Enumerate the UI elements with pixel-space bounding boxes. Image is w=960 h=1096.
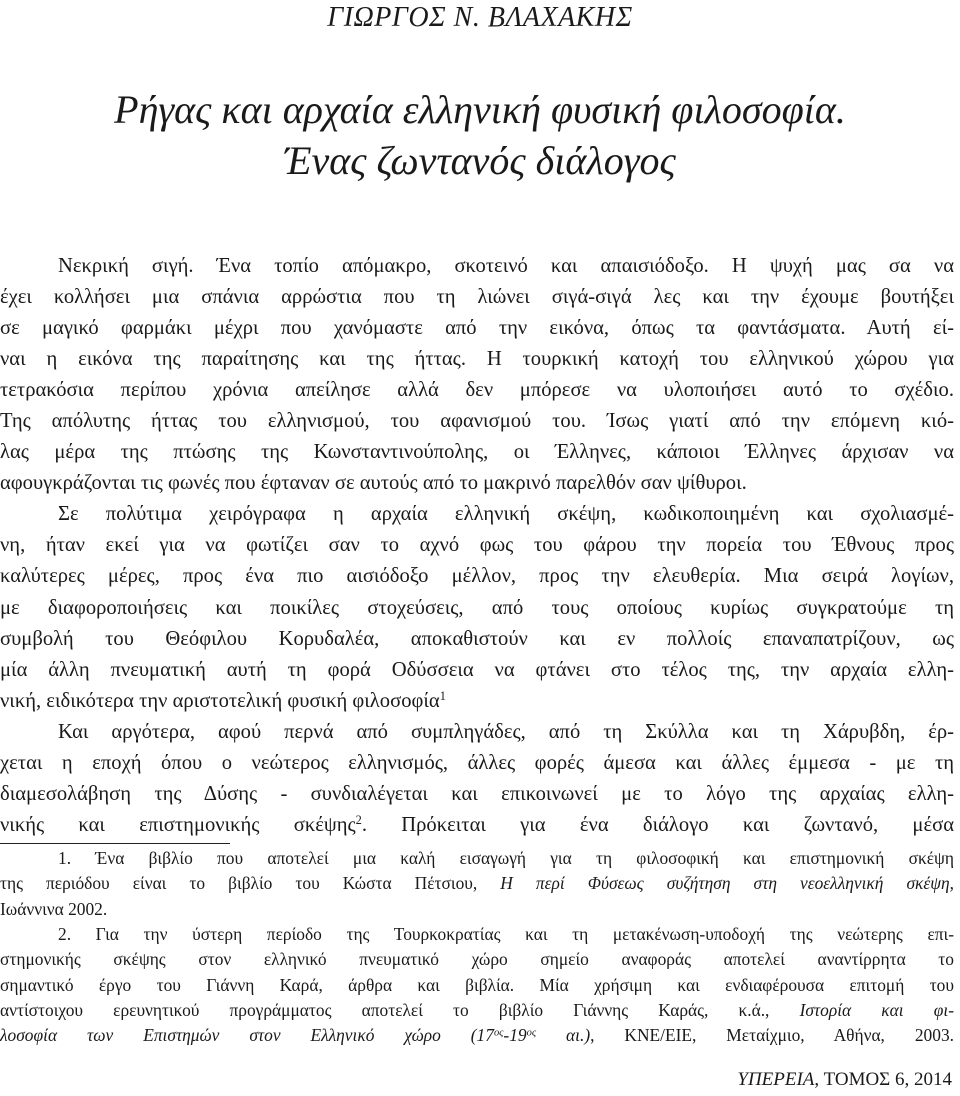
footnote-line [0,871,954,896]
footnote-text: αντίστοιχου ερευνητικού προγράμματος αποτελεί το βιβλίο Γιάννης Καράς, κ.ά., [0,1000,800,1021]
body-text: νική, ειδικότερα την αριστοτελική φυσική φιλοσοφία [0,689,440,712]
title-line-2: Ένας ζωντανός διάλογος [284,138,676,183]
body-line: σε μαγικό φαρμάκι μέχρι που χανόμαστε από την εικόνα, όπως τα φαντάσματα. Αυτή εί- [0,317,954,340]
article-title [0,84,960,186]
body-line: αφουγκράζονται τις φωνές που έφταναν σε αυτούς από το μακρινό παρελθόν σαν ψίθυροι. [0,472,747,495]
body-line: ναι η εικόνα της παραίτησης και της ήττας. Η τουρκική κατοχή του ελληνικού χώρου για [0,348,954,371]
body-text: νικής και επιστημονικής σκέψης [0,813,356,836]
body-line: συμβολή του Θεόφιλου Κορυδαλέα, αποκαθιστούν και εν πολλοίς επαναπατρίζουν, ως [0,627,954,650]
body-line: Νεκρική σιγή. Ένα τοπίο απόμακρο, σκοτεινό και απαισιόδοξο. Η ψυχή μας σα να [58,255,954,277]
journal-volume: , ΤΟΜΟΣ 6, 2014 [814,1069,952,1090]
body-line [0,686,954,717]
footnote-line [0,1023,954,1048]
body-line: νη, ήταν εκεί για να φωτίζει σαν το αχνό φως του φάρου την πορεία του Έθνους προς [0,534,954,557]
footnote-line: στημονικής σκέψης στον ελληνικό πνευματικό χώρο σημείο αναφοράς αποτελεί αναντίρρητα το [0,949,954,970]
book-title-text: λοσοφία των Επιστημών στον Ελληνικό χώρο (17 [0,1025,494,1046]
author-name: ΓΙΩΡΓΟΣ Ν. ΒΛΑΧΑΚΗΣ [327,2,633,33]
body-line: με διαφοροποιήσεις και ποικίλες στοχεύσεις, από τους οποίους κυρίως συγκρατούμε τη [0,596,954,619]
article-body [0,251,954,841]
body-text: . Πρόκειται για ένα διάλογο και ζωντανό, μέσα [361,813,954,836]
body-line: λας μέρα της πτώσης της Κωνσταντινούπολης, οι Έλληνες, κάποιοι Έλληνες άρχισαν να [0,441,954,464]
footnote-ref-1[interactable]: 1 [439,688,446,703]
journal-footer [737,1068,952,1092]
superscript: ος [526,1027,537,1039]
footnote-line [0,998,954,1023]
footnote-ref-2[interactable]: 2 [355,813,362,828]
body-line: διαμεσολάβηση της Δύσης - συνδιαλέγεται και επικοινωνεί με το λόγο της αρχαίας ελλη- [0,782,954,805]
body-line: Της απόλυτης ήττας του ελληνισμού, του αφανισμού του. Ίσως γιατί από την επόμενη κιό- [0,410,954,433]
body-line: μία άλλη πνευματική αυτή τη φορά Οδύσσεια να φτάνει στο τέλος της, την αρχαία ελλη- [0,658,954,681]
book-title-text: -19 [503,1025,527,1046]
footnote-line: σημαντικό έργο του Γιάννη Καρά, άρθρα και βιβλία. Μία χρήσιμη και ενδιαφέρουσα επιτομή του [0,974,954,995]
footnote-text: , [949,873,955,894]
footnote-line: 1. Ένα βιβλίο που αποτελεί μια καλή εισαγωγή για τη φιλοσοφική και επιστημονική σκέψη [58,848,954,868]
book-title: Η περί Φύσεως συζήτηση στη νεοελληνική σκέψη [500,873,950,894]
footnote-line: 2. Για την ύστερη περίοδο της Τουρκοκρατίας και τη μετακένωση-υποδοχή της νεώτερης επι- [58,924,954,945]
body-line: καλύτερες μέρες, προς ένα πιο αισιόδοξο μέλλον, προς την ελευθερία. Μια σειρά λογίων, [0,565,954,588]
body-line: Σε πολύτιμα χειρόγραφα η αρχαία ελληνική σκέψη, κωδικοποιημένη και σχολιασμέ- [58,503,954,526]
body-line: έχει κολλήσει μια σπάνια αρρώστια που τη λιώνει σιγά-σιγά λες και την έχουμε βουτήξει [0,286,954,309]
footnote-text: , ΚΝΕ/ΕΙΕ, Μεταίχμιο, Αθήνα, 2003. [590,1025,954,1046]
book-title-text: αι.) [536,1025,591,1046]
footnote-divider [0,843,230,844]
book-title: Ιστορία και φι- [799,1000,954,1021]
body-line [0,810,954,841]
footnote-line: Ιωάννινα 2002. [0,898,108,919]
body-line: χεται η εποχή όπου ο νεώτερος ελληνισμός, άλλες φορές άμεσα και άλλες έμμεσα - με τη [0,751,954,774]
superscript: ος [493,1027,504,1039]
book-title [0,1025,590,1045]
footnotes [0,846,954,1049]
title-line-1: Ρήγας και αρχαία ελληνική φυσική φιλοσοφία. [114,87,846,132]
body-line: τετρακόσια περίπου χρόνια απείλησε αλλά δεν μπόρεσε να υλοποιήσει αυτό το σχέδιο. [0,379,954,402]
footnote-text: της περιόδου είναι το βιβλίο του Κώστα Πέτσιου, [0,873,501,894]
journal-name: ΥΠΕΡΕΙΑ [737,1069,815,1090]
body-line: Και αργότερα, αφού περνά από συμπληγάδες, από τη Σκύλλα και τη Χάρυβδη, έρ- [58,720,954,743]
